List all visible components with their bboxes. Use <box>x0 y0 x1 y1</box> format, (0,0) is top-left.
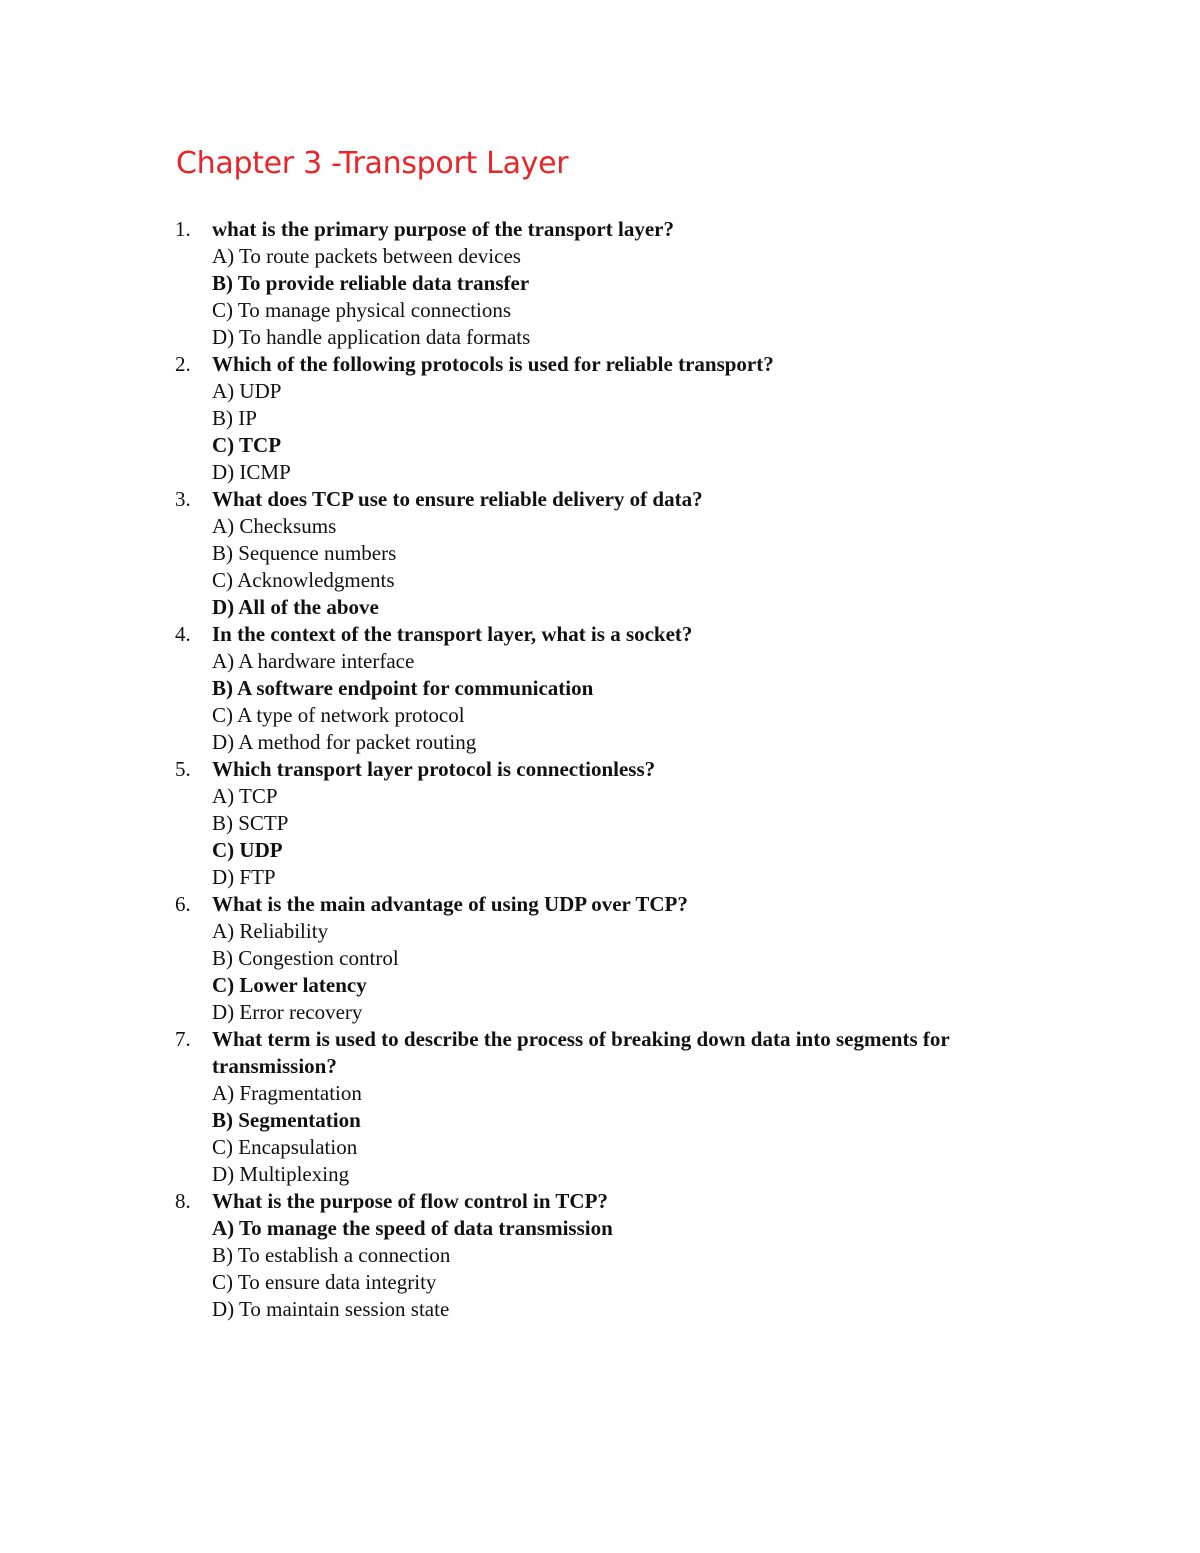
question-item <box>0 216 1200 351</box>
question-text: What term is used to describe the process of breaking down data into segments for transmission? <box>212 1027 950 1078</box>
question-text: Which of the following protocols is used for reliable transport? <box>212 352 774 376</box>
answer-options <box>0 378 1200 486</box>
question-text: What is the main advantage of using UDP over TCP? <box>212 892 688 916</box>
answer-option: C) Encapsulation <box>212 1135 358 1159</box>
answer-options <box>0 1215 1200 1323</box>
answer-options <box>0 513 1200 621</box>
question-text: In the context of the transport layer, what is a socket? <box>212 622 693 646</box>
answer-option: B) Sequence numbers <box>212 541 397 565</box>
question-number: 5. <box>175 757 191 781</box>
answer-option: D) Multiplexing <box>212 1162 350 1186</box>
question-text: What is the purpose of flow control in TCP? <box>212 1189 608 1213</box>
answer-option: B) IP <box>212 406 257 430</box>
answer-options <box>0 783 1200 891</box>
answer-option: C) Acknowledgments <box>212 568 395 592</box>
answer-option: B) To establish a connection <box>212 1243 451 1267</box>
answer-options <box>0 243 1200 351</box>
question-number: 4. <box>175 622 191 646</box>
answer-option: B) SCTP <box>212 811 289 835</box>
answer-option: D) A method for packet routing <box>212 730 477 754</box>
answer-option: D) Error recovery <box>212 1000 363 1024</box>
question-number: 7. <box>175 1027 191 1051</box>
answer-option: C) A type of network protocol <box>212 703 465 727</box>
question-number: 8. <box>175 1189 191 1213</box>
answer-option-correct: A) To manage the speed of data transmission <box>212 1216 613 1240</box>
answer-option: A) TCP <box>212 784 278 808</box>
question-text: Which transport layer protocol is connectionless? <box>212 757 656 781</box>
answer-option: A) UDP <box>212 379 282 403</box>
answer-options <box>0 648 1200 756</box>
question-item <box>0 891 1200 1026</box>
question-number: 2. <box>175 352 191 376</box>
answer-option-correct: C) UDP <box>212 838 283 862</box>
answer-option: A) A hardware interface <box>212 649 415 673</box>
answer-option-correct: B) A software endpoint for communication <box>212 676 594 700</box>
question-text: What does TCP use to ensure reliable delivery of data? <box>212 487 703 511</box>
answer-option: C) To manage physical connections <box>212 298 512 322</box>
question-item <box>0 756 1200 891</box>
answer-options <box>0 1080 1200 1188</box>
question-item <box>0 486 1200 621</box>
question-item <box>0 351 1200 486</box>
answer-option-correct: C) TCP <box>212 433 282 457</box>
answer-option: D) ICMP <box>212 460 291 484</box>
chapter-title: Chapter 3 -Transport Layer <box>176 146 569 181</box>
question-item <box>0 1188 1200 1323</box>
answer-option: D) To handle application data formats <box>212 325 531 349</box>
question-text: what is the primary purpose of the transport layer? <box>212 217 674 241</box>
answer-option: B) Congestion control <box>212 946 399 970</box>
answer-option-correct: B) Segmentation <box>212 1108 361 1132</box>
answer-option-correct: C) Lower latency <box>212 973 367 997</box>
answer-option-correct: B) To provide reliable data transfer <box>212 271 530 295</box>
answer-option: A) To route packets between devices <box>212 244 521 268</box>
question-list <box>0 216 1200 1323</box>
question-item <box>0 1026 1200 1188</box>
question-number: 1. <box>175 217 191 241</box>
answer-options <box>0 918 1200 1026</box>
answer-option: D) To maintain session state <box>212 1297 450 1321</box>
question-item <box>0 621 1200 756</box>
answer-option: A) Fragmentation <box>212 1081 362 1105</box>
question-number: 3. <box>175 487 191 511</box>
answer-option: C) To ensure data integrity <box>212 1270 437 1294</box>
question-number: 6. <box>175 892 191 916</box>
answer-option-correct: D) All of the above <box>212 595 379 619</box>
answer-option: A) Checksums <box>212 514 337 538</box>
answer-option: A) Reliability <box>212 919 329 943</box>
answer-option: D) FTP <box>212 865 276 889</box>
